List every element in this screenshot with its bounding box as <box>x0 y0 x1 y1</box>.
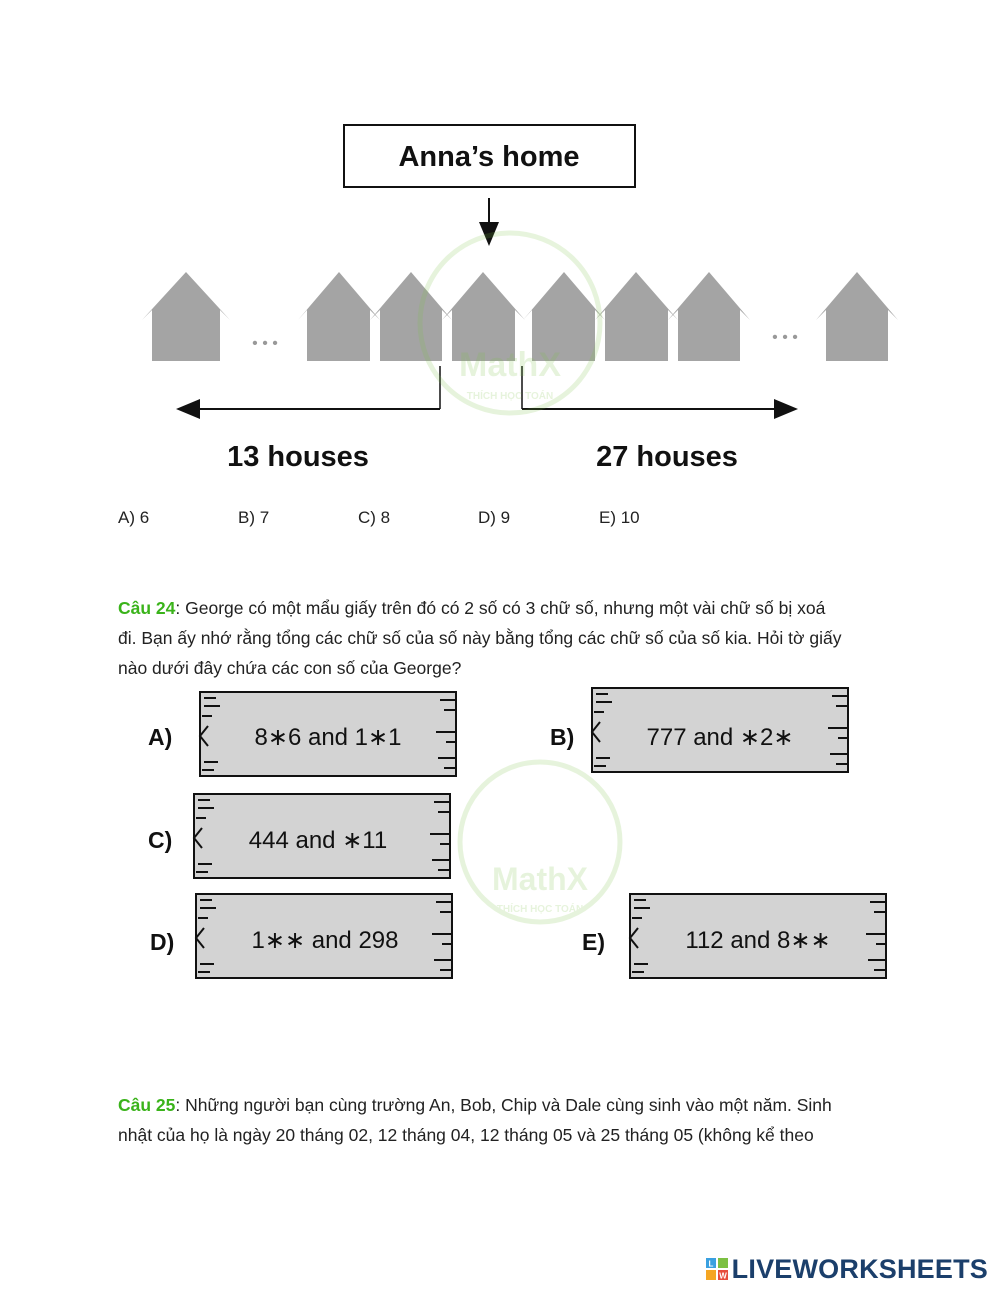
right-count-label: 27 houses <box>596 441 738 473</box>
house-icon <box>142 272 230 361</box>
q24-line-2: đi. Bạn ấy nhớ rằng tổng các chữ số của số này bằng tổng các chữ số của số kia. Hỏi tờ giấy <box>118 628 842 648</box>
houses-figure <box>140 118 910 488</box>
brand-text: LIVEWORKSHEETS <box>731 1253 988 1284</box>
svg-text:THÍCH HỌC TOÁN: THÍCH HỌC TOÁN <box>466 391 554 402</box>
option-c: C) 8 <box>358 508 391 527</box>
q24-line-1: Câu 24: George có một mẩu giấy trên đó có 2 số có 3 chữ số, nhưng một vài chữ số bị xoá <box>118 598 826 618</box>
svg-text:MathX: MathX <box>459 346 561 384</box>
house-icon <box>298 272 380 361</box>
q24-text <box>118 593 888 683</box>
house-icon <box>595 272 678 361</box>
svg-text:W: W <box>718 1271 727 1280</box>
option-b: B) 7 <box>238 508 270 527</box>
q24-line-3: nào dưới đây chứa các con số của George? <box>118 658 462 678</box>
right-ellipsis: • • • <box>772 329 798 346</box>
left-ellipsis: • • • <box>252 335 278 352</box>
papers-figure <box>140 682 900 987</box>
q23-options <box>118 508 818 534</box>
q25-line-1: Câu 25: Những người bạn cùng trường An, Bob, Chip và Dale cùng sinh vào một năm. Sinh <box>118 1095 832 1115</box>
paper-b-letter: B) <box>550 724 575 750</box>
q25-line-2: nhật của họ là ngày 20 tháng 02, 12 tháng 04, 12 tháng 05 và 25 tháng 05 (không kể theo <box>118 1125 814 1145</box>
liveworksheets-logo-icon <box>706 1258 728 1280</box>
paper-a-text: 8∗6 and 1∗1 <box>254 724 402 751</box>
svg-text:L: L <box>708 1259 714 1269</box>
option-a: A) 6 <box>118 508 150 527</box>
q25-text <box>118 1090 888 1150</box>
paper-c-letter: C) <box>148 827 173 853</box>
svg-text:MathX: MathX <box>492 861 588 897</box>
paper-c-text: 444 and ∗11 <box>248 827 388 854</box>
left-count-label: 13 houses <box>227 441 369 473</box>
q25-label: Câu 25 <box>118 1095 176 1115</box>
option-d: D) 9 <box>478 508 511 527</box>
paper-e-letter: E) <box>582 929 605 955</box>
paper-d-letter: D) <box>150 929 175 955</box>
liveworksheets-brand[interactable] <box>706 1252 988 1286</box>
mathx-watermark-2 <box>460 762 620 922</box>
house-icon <box>668 272 750 361</box>
paper-b-text: 777 and ∗2∗ <box>646 724 794 751</box>
paper-e-text: 112 and 8∗∗ <box>685 927 831 954</box>
q24-label: Câu 24 <box>118 598 176 618</box>
svg-text:THÍCH HỌC TOÁN: THÍCH HỌC TOÁN <box>496 904 584 915</box>
house-icon <box>370 272 452 361</box>
option-e: E) 10 <box>599 508 640 527</box>
paper-a-letter: A) <box>148 724 173 750</box>
paper-d-text: 1∗∗ and 298 <box>251 927 399 954</box>
home-label: Anna’s home <box>398 141 580 173</box>
house-icon <box>816 272 898 361</box>
